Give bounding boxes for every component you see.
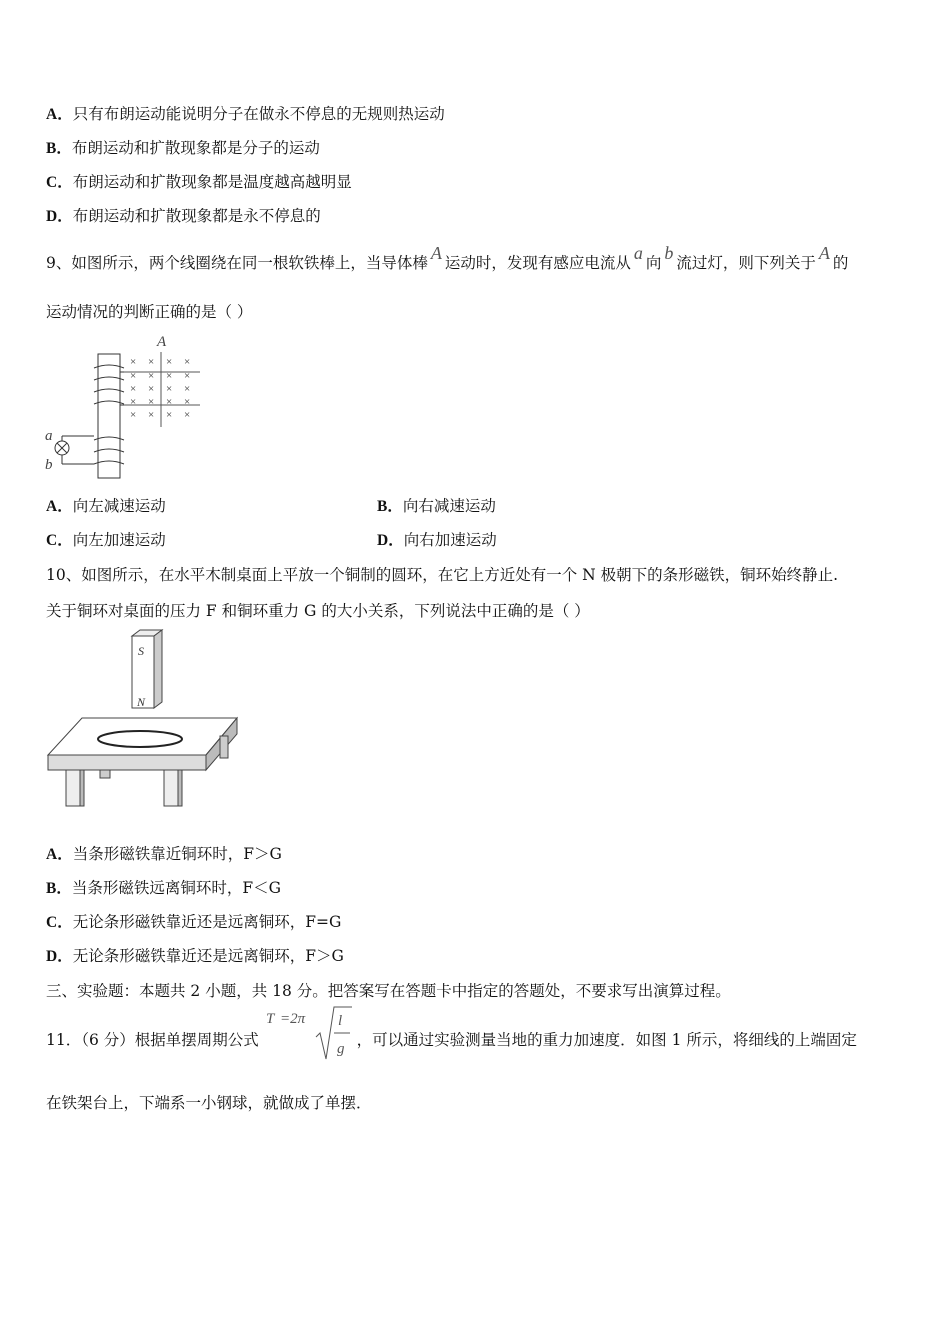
fig-label-A: A (157, 334, 167, 350)
fig-label-a: a (45, 428, 53, 444)
q9-symbol-b: b (664, 243, 674, 263)
formula-eq: =2π (279, 1011, 305, 1027)
svg-text:×: × (184, 370, 191, 382)
svg-text:×: × (166, 383, 173, 395)
svg-text:×: × (166, 396, 173, 408)
q9-figure-coils (40, 332, 210, 482)
lamp-icon (55, 441, 69, 455)
q9-stem-line1: 9、如图所示，两个线圈绕在同一根软铁棒上，当导体棒 A 运动时，发现有感应电流从 a 向 b 流过灯，则下列关于 A 的 (46, 243, 849, 272)
magnet-label-s: S (138, 644, 144, 658)
q9-option-d: D．向右加速运动 (377, 531, 497, 549)
magnet-label-n: N (137, 695, 146, 709)
q10-option-a: A．当条形磁铁靠近铜环时，F＞G (46, 845, 282, 863)
pendulum-formula (264, 1011, 352, 1057)
q11-stem-line1: 11．（6 分）根据单摆周期公式 T =2π l g ，可以通过实验测量当地的重力加速度．如图 1 所示，将细线的上端固定 (46, 1028, 857, 1051)
svg-text:×: × (184, 383, 191, 395)
q10-figure-magnet-table (44, 628, 244, 810)
svg-text:×: × (130, 370, 137, 382)
svg-text:×: × (184, 396, 191, 408)
formula-T: T (265, 1011, 275, 1027)
svg-text:×: × (166, 370, 173, 382)
svg-text:×: × (130, 383, 137, 395)
svg-text:×: × (148, 396, 155, 408)
q8-option-c: C．布朗运动和扩散现象都是温度越高越明显 (46, 173, 352, 191)
svg-text:×: × (130, 356, 137, 368)
q10-option-b: B．当条形磁铁远离铜环时，F＜G (46, 879, 281, 897)
svg-text:×: × (130, 409, 137, 421)
svg-text:×: × (184, 409, 191, 421)
iron-rod (98, 354, 120, 478)
q10-option-d: D．无论条形磁铁靠近还是远离铜环，F＞G (46, 947, 344, 965)
q10-stem-line1: 10、如图所示，在水平木制桌面上平放一个铜制的圆环，在它上方近处有一个 N 极朝下的条形磁铁，铜环始终静止. (46, 566, 839, 584)
q9-option-c: C．向左加速运动 (46, 531, 166, 549)
svg-text:×: × (148, 356, 155, 368)
q8-option-a: A．只有布朗运动能说明分子在做永不停息的无规则热运动 (46, 105, 445, 123)
svg-text:×: × (148, 409, 155, 421)
q9-option-b: B．向右减速运动 (377, 497, 496, 515)
svg-text:×: × (166, 409, 173, 421)
q10-option-c: C．无论条形磁铁靠近还是远离铜环，F=G (46, 913, 342, 931)
section-3-heading: 三、实验题：本题共 2 小题，共 18 分。把答案写在答题卡中指定的答题处，不要求写出演算过程。 (46, 982, 731, 1000)
q9-symbol-a: a (633, 243, 643, 263)
q9-symbol-A2: A (818, 243, 830, 263)
formula-g: g (336, 1041, 345, 1057)
magnetic-field-crosses (130, 356, 190, 421)
q9-option-a: A．向左减速运动 (46, 497, 166, 515)
formula-l: l (337, 1013, 342, 1029)
svg-text:×: × (184, 356, 191, 368)
q8-option-d: D．布朗运动和扩散现象都是永不停息的 (46, 207, 321, 225)
q8-option-b: B．布朗运动和扩散现象都是分子的运动 (46, 139, 320, 157)
q10-stem-line2: 关于铜环对桌面的压力 F 和铜环重力 G 的大小关系，下列说法中正确的是（ ） (46, 602, 590, 620)
svg-text:×: × (148, 370, 155, 382)
q11-stem-line2: 在铁架台上，下端系一小钢球，就做成了单摆． (46, 1094, 372, 1112)
q9-symbol-A: A (430, 243, 442, 263)
bar-magnet (132, 630, 162, 709)
fig-label-b: b (45, 457, 53, 473)
svg-text:×: × (148, 383, 155, 395)
svg-text:×: × (130, 396, 137, 408)
svg-text:×: × (166, 356, 173, 368)
q9-stem-line2: 运动情况的判断正确的是（ ） (46, 303, 253, 321)
